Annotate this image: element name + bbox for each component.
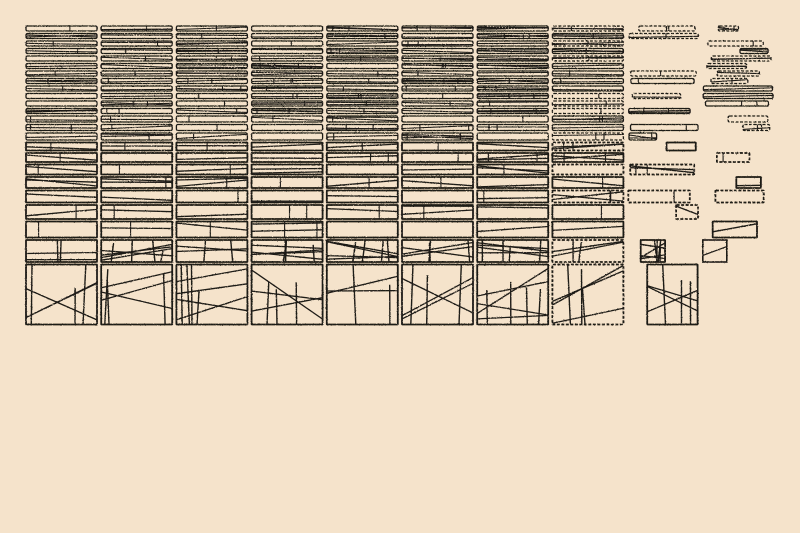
cell-divider	[477, 60, 548, 61]
cell-divider	[402, 80, 473, 81]
cell-divider	[60, 240, 61, 262]
cell-divider	[427, 275, 428, 325]
cell-divider	[57, 240, 58, 262]
cell-divider	[181, 265, 182, 325]
cell-divider	[327, 196, 398, 197]
cell-divider	[101, 50, 172, 51]
cell-divider	[101, 134, 172, 135]
cell-divider	[552, 35, 623, 36]
cell-divider	[552, 104, 623, 105]
cell-divider	[327, 52, 398, 53]
cell-divider	[26, 120, 97, 121]
cell-divider	[252, 169, 323, 170]
cell-divider	[101, 74, 172, 75]
cell-divider	[132, 240, 133, 262]
cell-divider	[327, 97, 398, 98]
cell-divider	[101, 96, 172, 97]
cell-divider	[176, 35, 247, 36]
cell-divider	[552, 51, 623, 52]
cell-divider	[527, 288, 528, 325]
cell-divider	[477, 65, 548, 66]
cell-divider	[402, 169, 473, 170]
cell-divider	[327, 102, 398, 103]
cell-divider	[101, 89, 172, 90]
cell-divider	[477, 95, 548, 96]
cell-divider	[101, 228, 172, 229]
cell-divider	[26, 128, 97, 129]
